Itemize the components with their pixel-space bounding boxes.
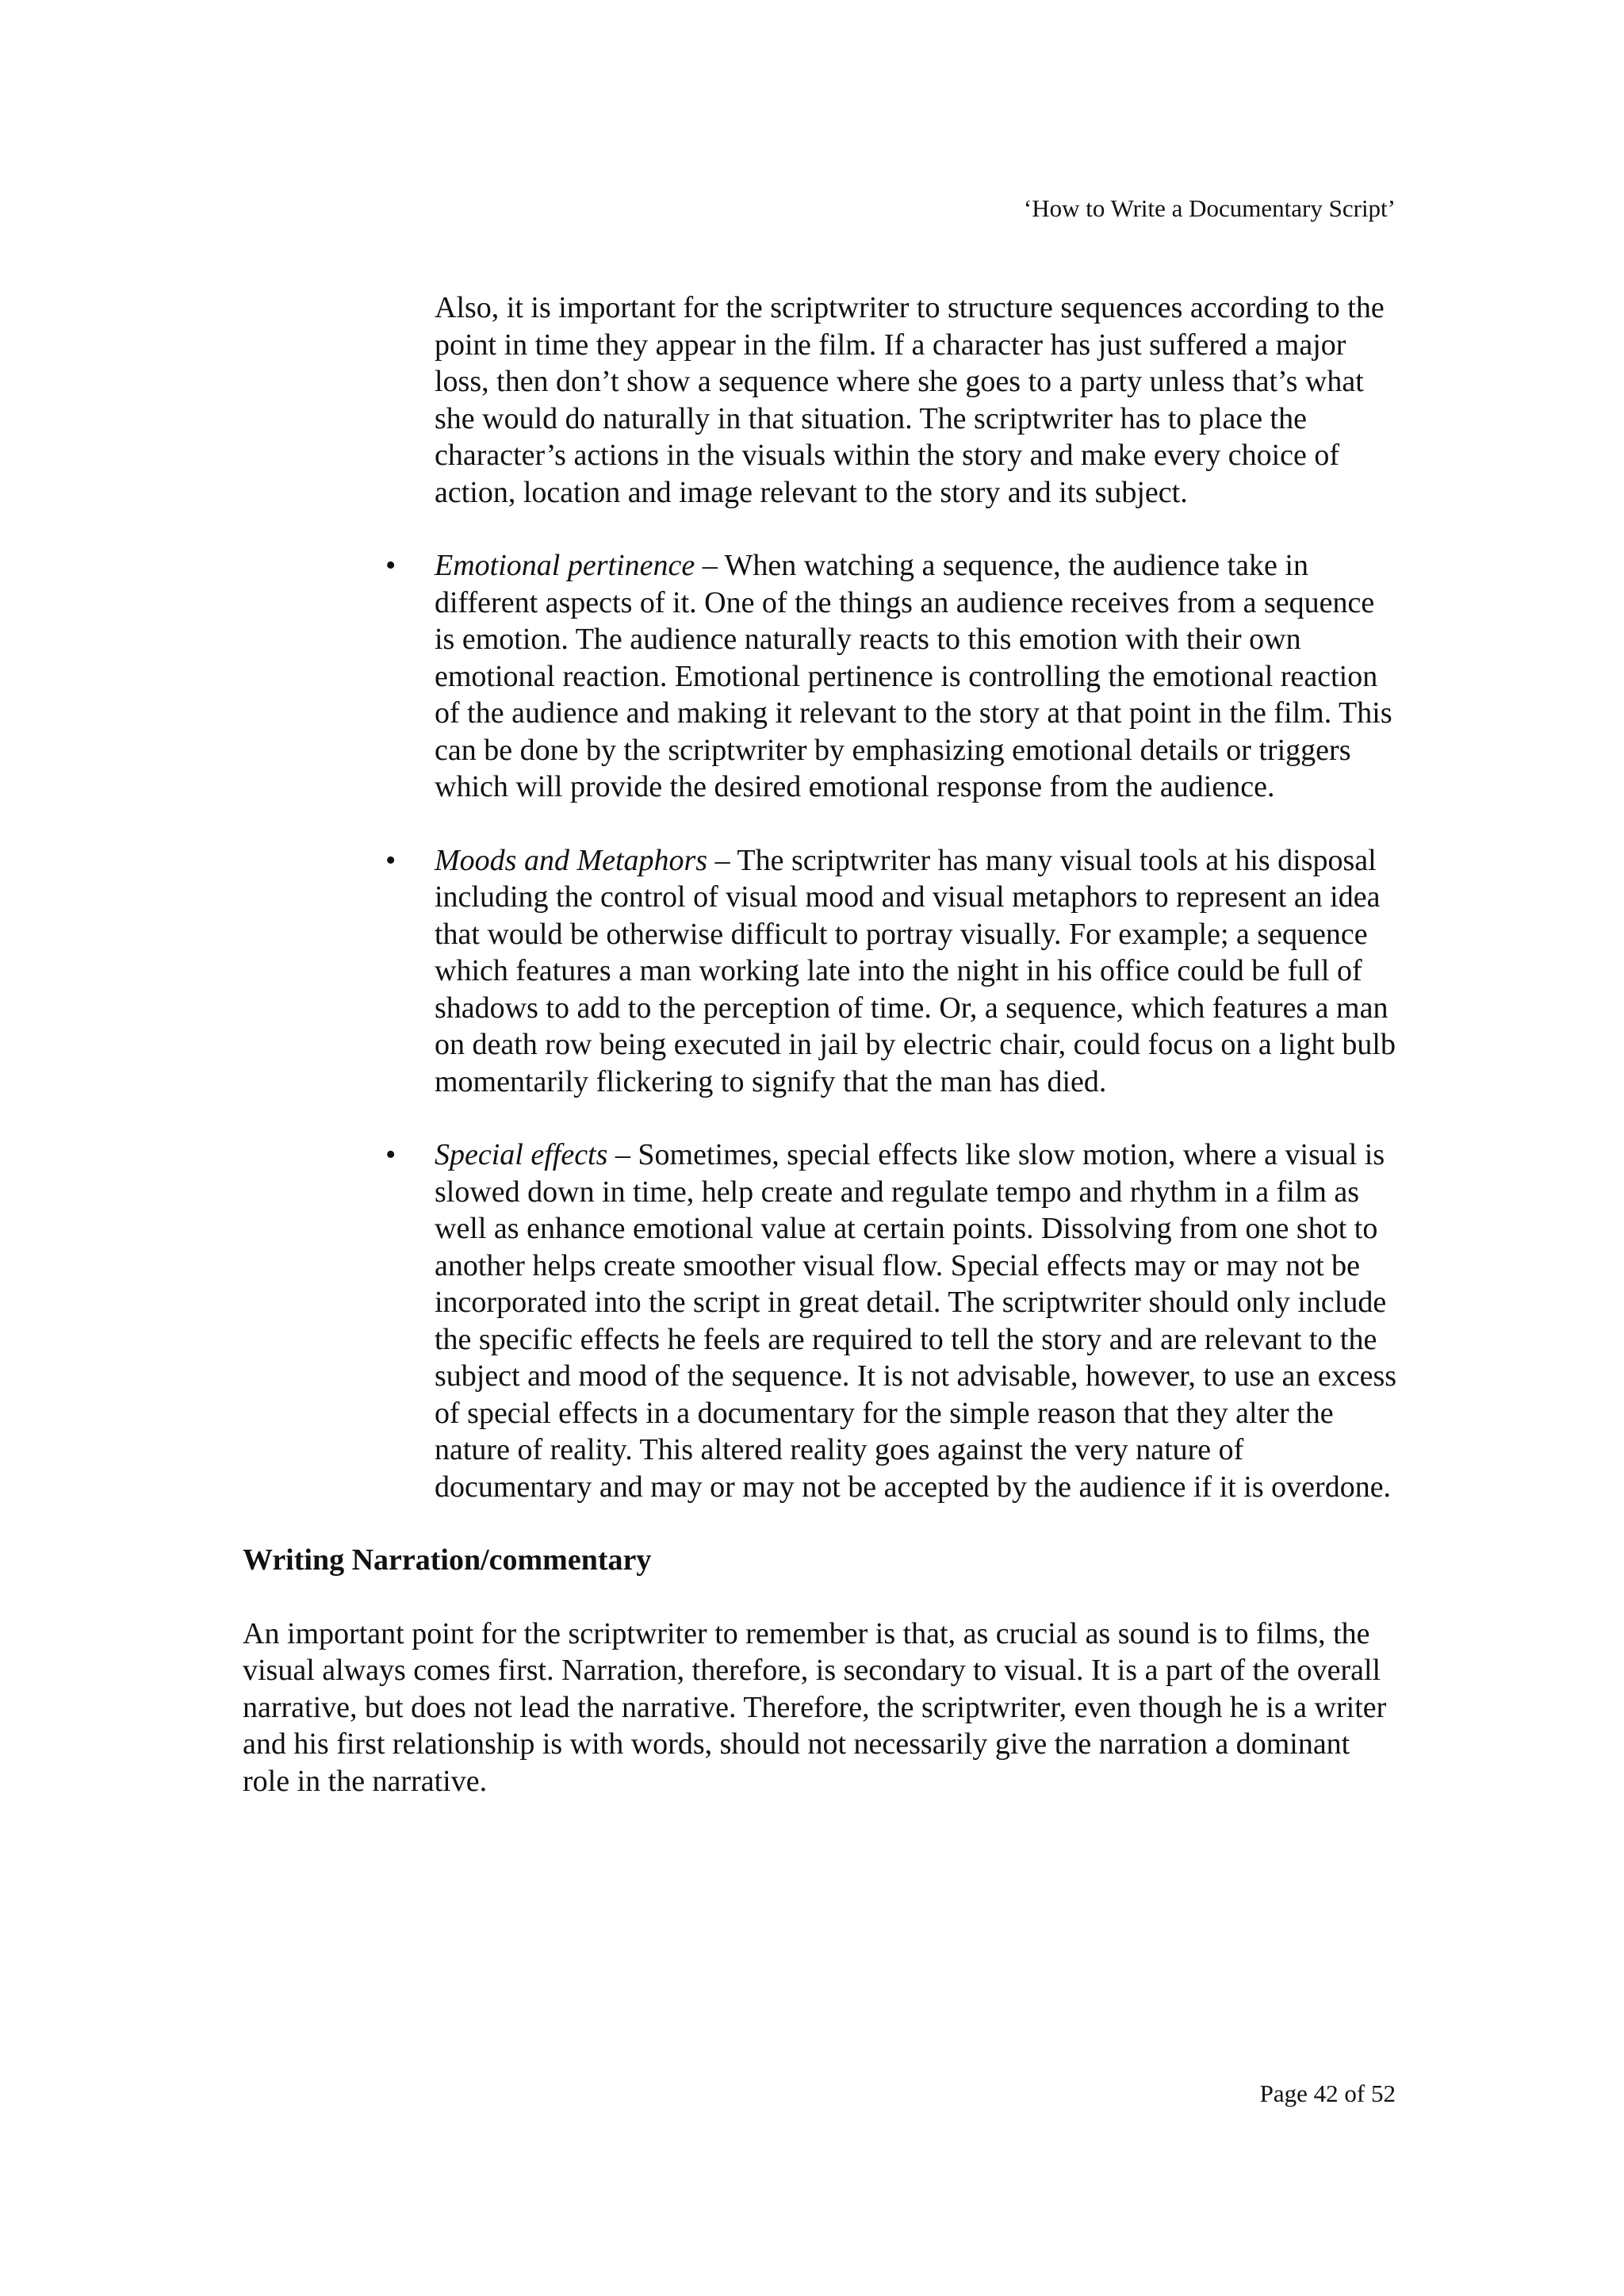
bullet-icon: • <box>385 549 396 582</box>
bullet-item-moods-and-metaphors <box>385 842 1400 1101</box>
page-body <box>243 289 1400 1800</box>
bullet-text: – Sometimes, special effects like slow motion, where a visual is slowed down in time, help create and regulate tempo and rhythm in a film as well as enhance emotional value at certain points. Dissolving from one shot to another helps create smoother visual flow. Special effects may or may not be incorporated into the script in great detail. The scriptwriter should only include the specific effects he feels are required to tell the story and are relevant to the subject and mood of the sequence. It is not advisable, however, to use an excess of special effects in a documentary for the simple reason that they alter the nature of reality. This altered reality goes against the very nature of documentary and may or may not be accepted by the audience if it is overdone. <box>435 1138 1397 1504</box>
bullet-term: Emotional pertinence <box>435 549 695 582</box>
bullet-list <box>243 547 1400 1505</box>
bullet-term: Special effects <box>435 1138 608 1171</box>
intro-paragraph: Also, it is important for the scriptwriter to structure sequences according to the point in time they appear in the film. If a character has just suffered a major loss, then don’t show a sequence where she goes to a party unless that’s what she would do naturally in that situation. The scriptwriter has to place the character’s actions in the visuals within the story and make every choice of action, location and image relevant to the story and its subject. <box>435 291 1385 509</box>
bullet-icon: • <box>385 1138 396 1171</box>
bullet-text: – When watching a sequence, the audience take in different aspects of it. One of the things an audience receives from a sequence is emotion. The audience naturally reacts to this emotion with their own emotional reaction. Emotional pertinence is controlling the emotional reaction of the audience and making it relevant to the story at that point in the film. This can be done by the scriptwriter by emphasizing emotional details or triggers which will provide the desired emotional response from the audience. <box>435 549 1392 803</box>
bullet-item-emotional-pertinence <box>385 547 1400 806</box>
bullet-text: – The scriptwriter has many visual tools at his disposal including the control of visual mood and visual metaphors to represent an idea that would be otherwise difficult to portray visually. For example; a sequence which features a man working late into the night in his office could be full of shadows to add to the perception of time. Or, a sequence, which features a man on death row being executed in jail by electric chair, could focus on a light bulb momentarily flickering to signify that the man has died. <box>435 843 1396 1098</box>
page-number: Page 42 of 52 <box>1259 2079 1396 2107</box>
bullet-term: Moods and Metaphors <box>435 843 708 877</box>
section-paragraph: An important point for the scriptwriter to remember is that, as crucial as sound is to films, the visual always comes first. Narration, therefore, is secondary to visual. It is a part of the overall narrative, but does not lead the narrative. Therefore, the scriptwriter, even though he is a writer and his first relationship is with words, should not necessarily give the narration a dominant role in the narrative. <box>243 1616 1387 1798</box>
running-header: ‘How to Write a Documentary Script’ <box>1023 194 1396 222</box>
section-heading: Writing Narration/commentary <box>243 1543 652 1577</box>
bullet-icon: • <box>385 843 396 877</box>
bullet-item-special-effects <box>385 1137 1400 1505</box>
